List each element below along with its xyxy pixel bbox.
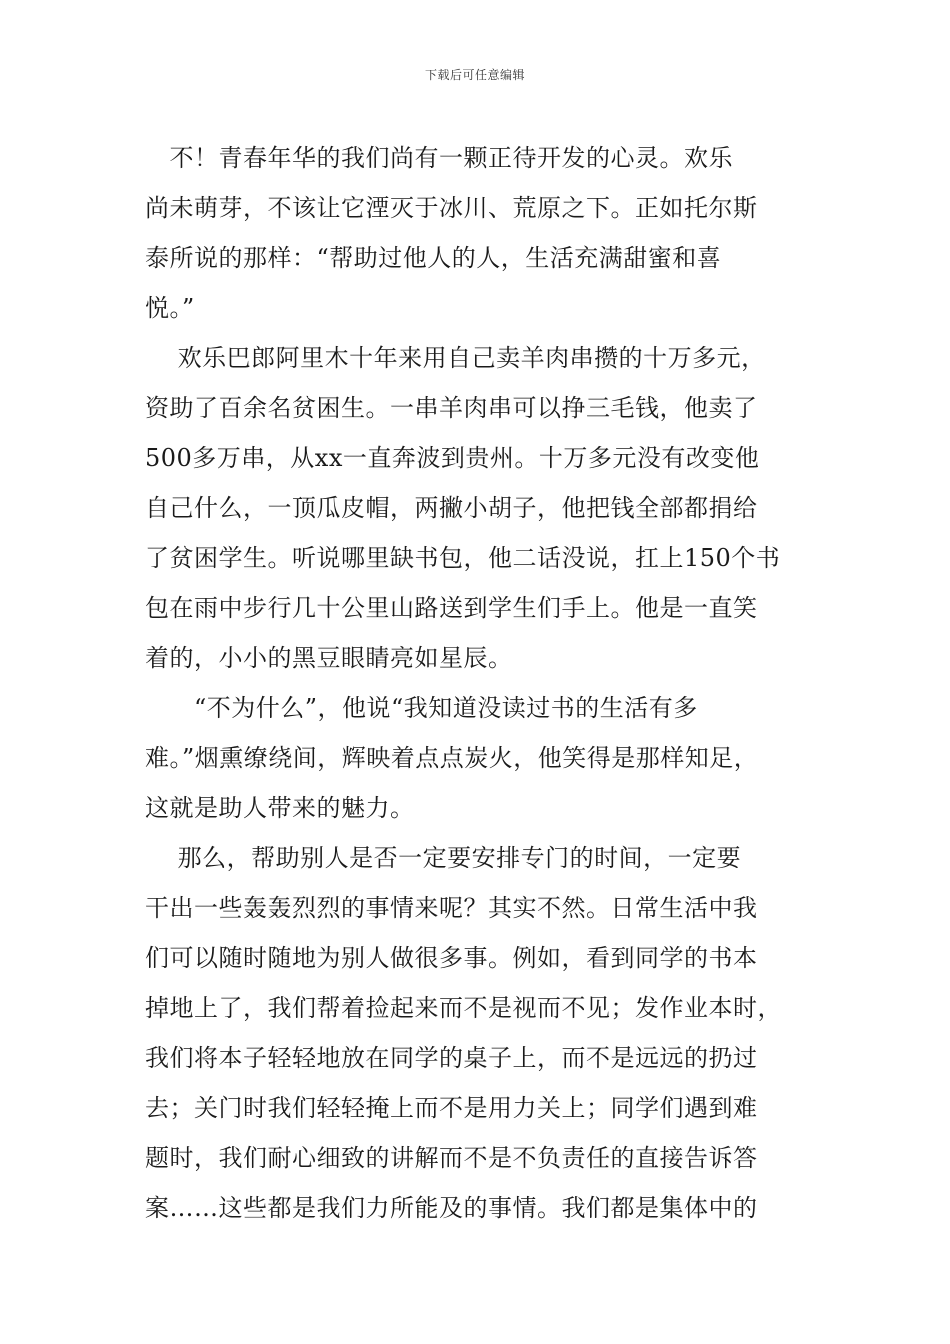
text-line: 去；关门时我们轻轻掩上而不是用力关上；同学们遇到难 [145,1094,758,1122]
paragraph-1 [145,133,815,333]
text-line: 这就是助人带来的魅力。 [145,794,415,822]
text-line: 资助了百余名贫困生。一串羊肉串可以挣三毛钱，他卖了 [145,394,758,422]
page-header-note: 下载后可任意编辑 [424,68,525,82]
paragraph-4 [145,833,815,1233]
text-line: 不！青春年华的我们尚有一颗正待开发的心灵。欢乐 [145,144,733,172]
text-line: 欢乐巴郎阿里木十年来用自己卖羊肉串攒的十万多元， [145,344,766,372]
text-line: 我们将本子轻轻地放在同学的桌子上，而不是远远的扔过 [145,1044,758,1072]
text-line: 尚未萌芽，不该让它湮灭于冰川、荒原之下。正如托尔斯 [145,194,758,222]
text-line: 那么，帮助别人是否一定要安排专门的时间，一定要 [145,844,742,872]
text-line: 泰所说的那样：“帮助过他人的人，生活充满甜蜜和喜 [145,244,722,272]
text-line: 着的，小小的黑豆眼睛亮如星辰。 [145,644,513,672]
text-line: 500多万串，从xx一直奔波到贵州。十万多元没有改变他 [145,444,760,472]
text-line: 包在雨中步行几十公里山路送到学生们手上。他是一直笑 [145,594,758,622]
text-line: 案……这些都是我们力所能及的事情。我们都是集体中的 [145,1194,758,1222]
text-line: 自己什么，一顶瓜皮帽，两撇小胡子，他把钱全部都捐给 [145,494,758,522]
text-line: 了贫困学生。听说哪里缺书包，他二话没说，扛上150个书 [145,544,781,572]
text-line: “不为什么”，他说“我知道没读过书的生活有多 [145,694,698,722]
text-line: 掉地上了，我们帮着捡起来而不是视而不见；发作业本时， [145,994,782,1022]
paragraph-3 [145,683,815,833]
document-body [145,133,815,1233]
text-line: 干出一些轰轰烈烈的事情来呢？其实不然。日常生活中我 [145,894,758,922]
paragraph-2 [145,333,815,683]
text-line: 悦。” [145,294,195,322]
text-line: 难。”烟熏缭绕间，辉映着点点炭火，他笑得是那样知足， [145,744,759,772]
text-line: 题时，我们耐心细致的讲解而不是不负责任的直接告诉答 [145,1144,758,1172]
text-line: 们可以随时随地为别人做很多事。例如，看到同学的书本 [145,944,758,972]
